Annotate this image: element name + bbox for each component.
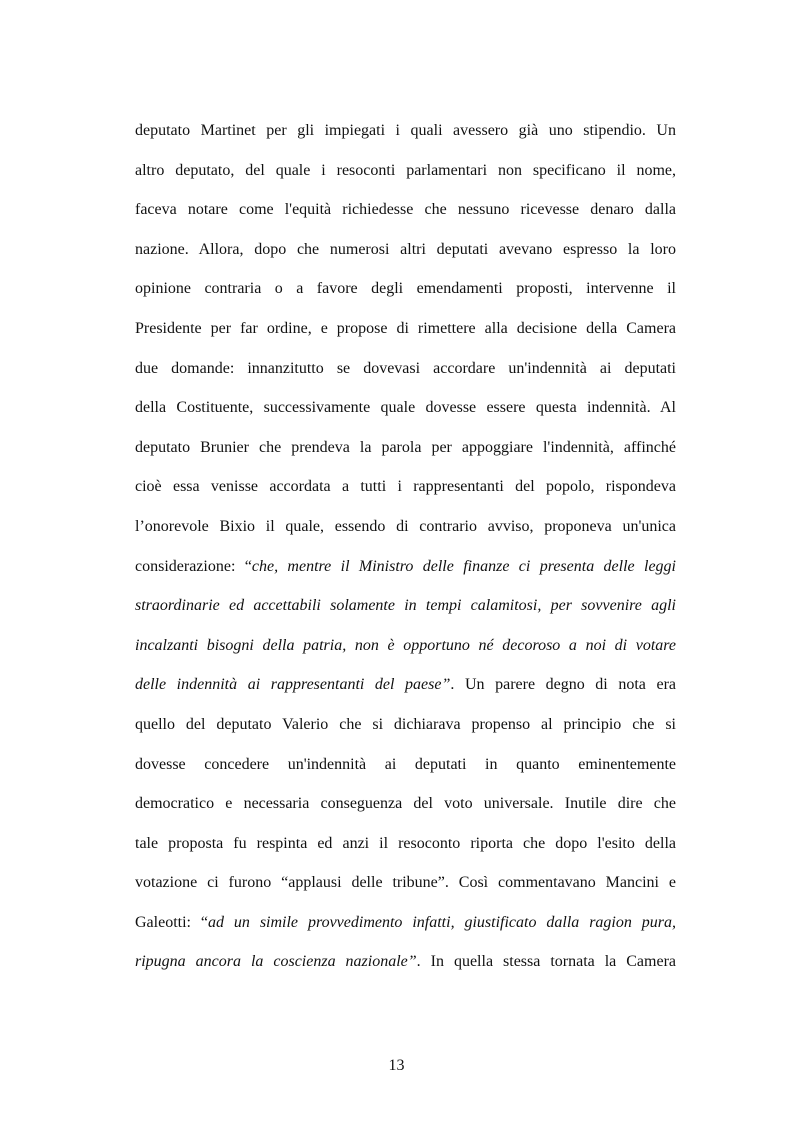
body-text-segment: considerazione: “ — [135, 557, 252, 575]
body-text-segment: Galeotti: “ — [135, 913, 208, 931]
text-line — [135, 269, 676, 309]
body-text-segment: deputato Martinet per gli impiegati i quali avessero già uno stipendio. Un — [135, 122, 676, 139]
quoted-text: incalzanti bisogni della patria, non è opportuno né decoroso a noi di votare — [135, 636, 676, 654]
text-line — [135, 705, 676, 745]
body-text-segment: tale proposta fu respinta ed anzi il resoconto riporta che dopo l'esito della — [135, 834, 676, 852]
text-line — [135, 586, 676, 626]
body-text — [135, 111, 676, 982]
text-line — [135, 190, 676, 230]
body-text-segment: opinione contraria o a favore degli emendamenti proposti, intervenne il — [135, 280, 676, 298]
body-text-segment: altro deputato, del quale i resoconti parlamentari non specificano il nome, — [135, 161, 676, 179]
body-text-segment: quello del deputato Valerio che si dichiarava propenso al principio che si — [135, 715, 676, 733]
body-text-segment: Presidente per far ordine, e propose di rimettere alla decisione della Camera — [135, 319, 676, 337]
text-line — [135, 428, 676, 468]
text-line — [135, 784, 676, 824]
body-text-segment: deputato Brunier che prendeva la parola per appoggiare l'indennità, affinché — [135, 438, 676, 456]
text-line — [135, 745, 676, 785]
text-line — [135, 111, 676, 151]
text-line — [135, 665, 676, 705]
page-number: 13 — [388, 1057, 405, 1074]
text-line — [135, 507, 676, 547]
quoted-text: straordinarie ed accettabili solamente in tempi calamitosi, per sovvenire agli — [135, 597, 676, 615]
text-line — [135, 349, 676, 389]
quoted-text: che, mentre il Ministro delle finanze ci presenta delle leggi — [251, 557, 676, 575]
quoted-text: ad un simile provvedimento infatti, giustificato dalla ragion pura, — [208, 913, 676, 931]
body-text-segment: della Costituente, successivamente quale dovesse essere questa indennità. Al — [135, 399, 676, 417]
body-text-segment: l’onorevole Bixio il quale, essendo di contrario avviso, proponeva un'unica — [135, 517, 676, 535]
body-text-segment: votazione ci furono “applausi delle tribune”. Così commentavano Mancini e — [135, 874, 676, 892]
text-line — [135, 863, 676, 903]
body-text-segment: faceva notare come l'equità richiedesse che nessuno ricevesse denaro dalla — [135, 201, 676, 219]
body-text-segment: . Un parere degno di nota era — [450, 676, 676, 694]
text-line — [135, 903, 676, 943]
text-line — [135, 388, 676, 428]
text-line — [135, 626, 676, 666]
text-line — [135, 824, 676, 864]
text-line — [135, 547, 676, 587]
body-text-segment: due domande: innanzitutto se dovevasi accordare un'indennità ai deputati — [135, 359, 676, 377]
body-text-segment: nazione. Allora, dopo che numerosi altri deputati avevano espresso la loro — [135, 240, 676, 258]
body-text-segment: cioè essa venisse accordata a tutti i rappresentanti del popolo, rispondeva — [135, 478, 676, 496]
body-text-segment: democratico e necessaria conseguenza del voto universale. Inutile dire che — [135, 795, 676, 813]
text-line — [135, 151, 676, 191]
quoted-text: delle indennità ai rappresentanti del paese” — [135, 676, 451, 694]
quoted-text: ripugna ancora la coscienza nazionale” — [135, 953, 417, 971]
text-line — [135, 230, 676, 270]
body-text-segment: . In quella stessa tornata la Camera — [416, 953, 676, 971]
text-line — [135, 942, 676, 982]
body-text-segment: dovesse concedere un'indennità ai deputati in quanto eminentemente — [135, 755, 676, 773]
text-line — [135, 467, 676, 507]
text-line — [135, 309, 676, 349]
